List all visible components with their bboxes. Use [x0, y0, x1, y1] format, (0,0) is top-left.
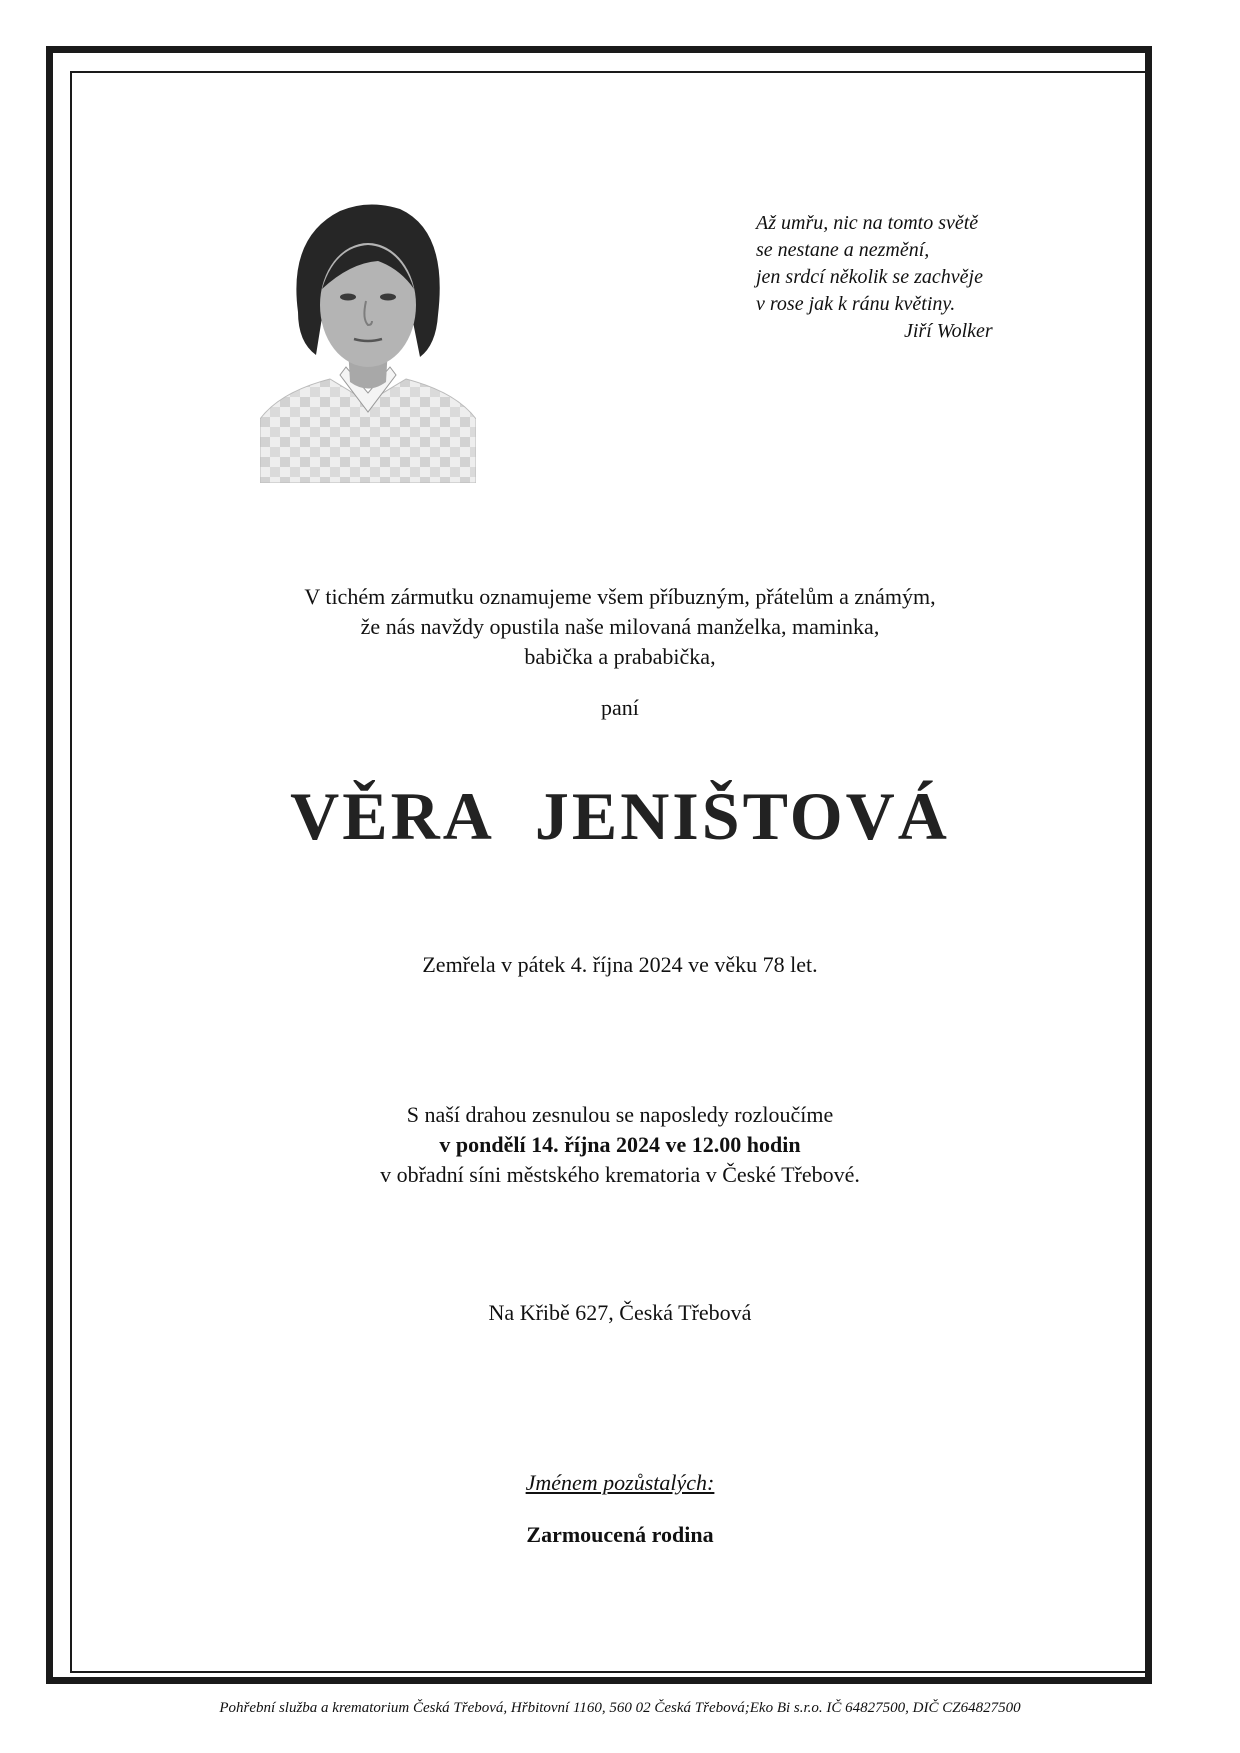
first-name: VĚRA — [290, 778, 495, 854]
poem-line: v rose jak k ránu květiny. — [756, 293, 956, 315]
salutation: paní — [601, 695, 639, 720]
poem-line: se nestane a nezmění, — [756, 239, 930, 261]
ceremony-info — [0, 1100, 1240, 1190]
announcement-line: V tichém zármutku oznamujeme všem příbuzným, přátelům a známým, — [304, 584, 936, 609]
deceased-name — [0, 776, 1240, 856]
poem-line: Až umřu, nic na tomto světě — [756, 212, 979, 234]
poem-quote — [756, 210, 1056, 345]
death-info: Zemřela v pátek 4. října 2024 ve věku 78 let. — [422, 952, 818, 977]
announcement-line: babička a prababička, — [524, 644, 716, 669]
poem-line: jen srdcí několik se zachvěje — [756, 266, 983, 288]
family-address: Na Křibě 627, Česká Třebová — [488, 1300, 752, 1325]
poem-author: Jiří Wolker — [904, 320, 993, 342]
on-behalf-text: Jménem pozůstalých: — [525, 1470, 715, 1495]
ceremony-date: v pondělí 14. října 2024 ve 12.00 hodin — [439, 1132, 801, 1157]
funeral-service-footer: Pohřební služba a krematorium Česká Třebová, Hřbitovní 1160, 560 02 Česká Třebová;Eko Bi s.r.o. IČ 64827500, DIČ CZ64827500 — [219, 1700, 1021, 1716]
family-signature: Zarmoucená rodina — [526, 1522, 714, 1547]
on-behalf-label — [0, 1470, 1240, 1496]
portrait-photo — [260, 197, 476, 483]
ceremony-place: v obřadní síni městského krematoria v České Třebové. — [380, 1162, 860, 1187]
ceremony-line: S naší drahou zesnulou se naposledy rozloučíme — [406, 1102, 834, 1127]
last-name: JENIŠTOVÁ — [534, 778, 950, 854]
announcement-text — [0, 582, 1240, 672]
announcement-line: že nás navždy opustila naše milovaná manželka, maminka, — [360, 614, 880, 639]
